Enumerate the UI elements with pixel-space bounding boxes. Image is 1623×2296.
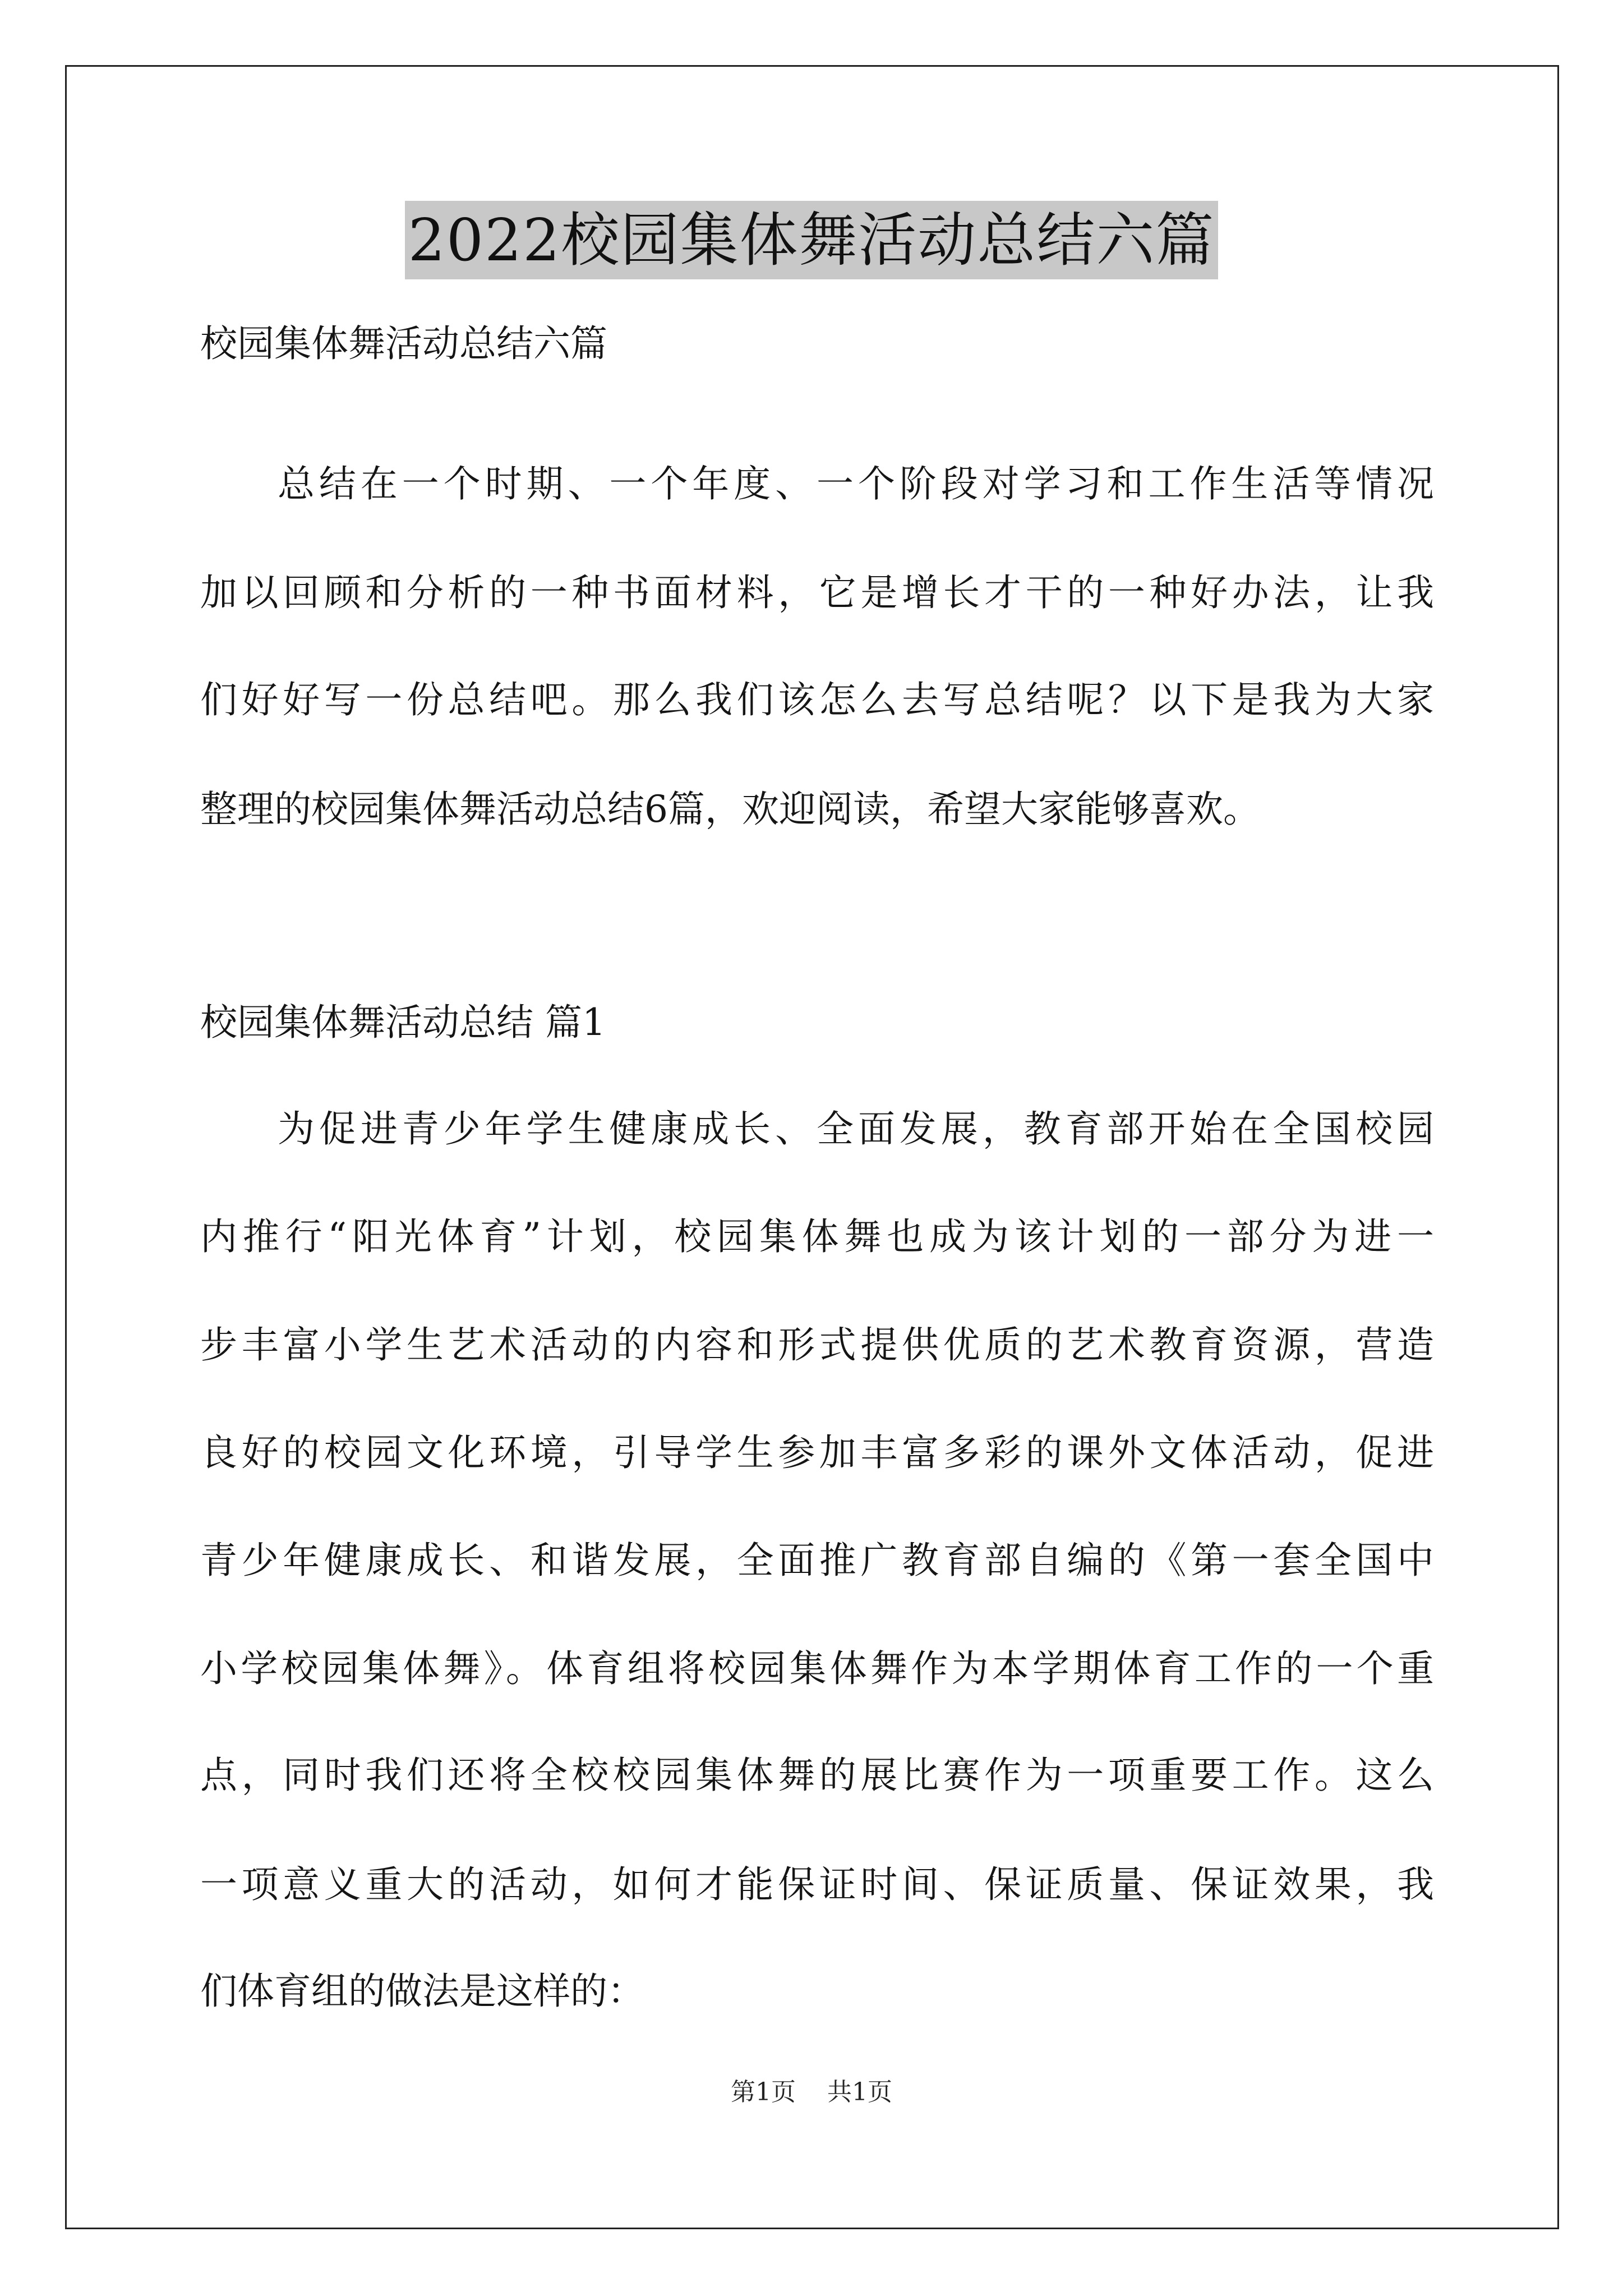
title-area xyxy=(0,201,1623,279)
section-line: 为促进青少年学生健康成长、全面发展，教育部开始在全国校园 xyxy=(278,1107,1434,1151)
section-line: 内推行“阳光体育”计划，校园集体舞也成为该计划的一部分为进一 xyxy=(200,1215,1434,1258)
document-subtitle: 校园集体舞活动总结六篇 xyxy=(200,322,607,365)
intro-line: 整理的校园集体舞活动总结6篇，欢迎阅读，希望大家能够喜欢。 xyxy=(200,788,1260,831)
section-line: 们体育组的做法是这样的： xyxy=(200,1970,644,2013)
section-line: 一项意义重大的活动，如何才能保证时间、保证质量、保证效果，我 xyxy=(200,1863,1434,1906)
intro-line: 加以回顾和分析的一种书面材料，它是增长才干的一种好办法，让我 xyxy=(200,571,1434,614)
intro-line: 们好好写一份总结吧。那么我们该怎么去写总结呢？以下是我为大家 xyxy=(200,678,1434,721)
intro-line: 总结在一个时期、一个年度、一个阶段对学习和工作生活等情况 xyxy=(278,462,1434,505)
document-title: 2022校园集体舞活动总结六篇 xyxy=(405,201,1219,279)
page-number: 第1页 xyxy=(731,2078,796,2106)
section-line: 小学校园集体舞》。体育组将校园集体舞作为本学期体育工作的一个重 xyxy=(200,1647,1434,1690)
section-line: 步丰富小学生艺术活动的内容和形式提供优质的艺术教育资源，营造 xyxy=(200,1323,1434,1366)
section-line: 点，同时我们还将全校校园集体舞的展比赛作为一项重要工作。这么 xyxy=(200,1754,1434,1797)
page-total: 共1页 xyxy=(827,2078,892,2106)
section-line: 青少年健康成长、和谐发展，全面推广教育部自编的《第一套全国中 xyxy=(200,1539,1434,1582)
section-line: 良好的校园文化环境，引导学生参加丰富多彩的课外文体活动，促进 xyxy=(200,1431,1434,1474)
page-footer xyxy=(0,2076,1623,2109)
section-heading: 校园集体舞活动总结 篇1 xyxy=(200,1001,606,1044)
